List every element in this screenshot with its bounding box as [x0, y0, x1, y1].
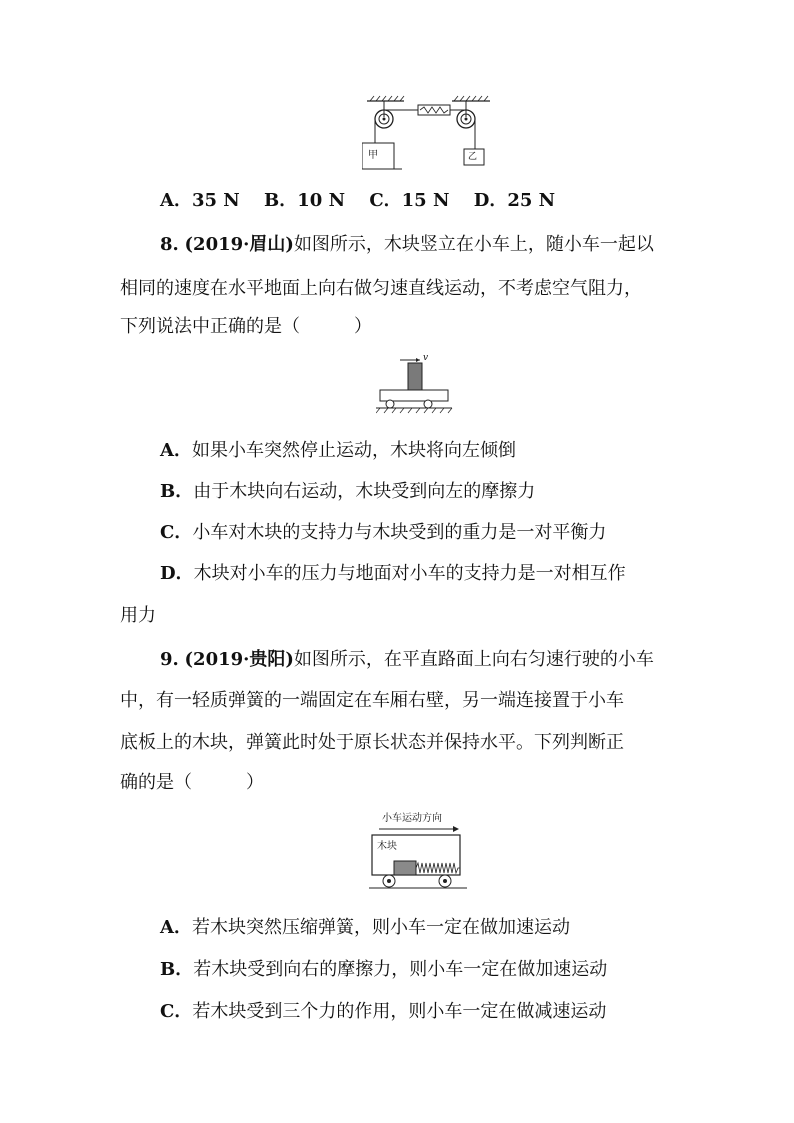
q7-options — [160, 189, 573, 213]
q9-option-b[interactable]: B．若木块受到向右的摩擦力，则小车一定在做加速运动 — [160, 959, 608, 980]
q8-option-d[interactable]: D．木块对小车的压力与地面对小车的支持力是一对相互作 — [160, 563, 626, 584]
mass-yi-label: 乙 — [468, 152, 478, 162]
q9-stem-line-2: 中，有一轻质弹簧的一端固定在车厢右壁，另一端连接置于小车 — [120, 690, 624, 711]
q8-source: (2019·眉山) — [184, 234, 294, 255]
q8-option-c[interactable]: C．小车对木块的支持力与木块受到的重力是一对平衡力 — [160, 522, 607, 543]
pulley-spring-figure — [362, 95, 502, 175]
cart-block-figure — [376, 352, 456, 416]
q9-option-a[interactable]: A．若木块突然压缩弹簧，则小车一定在做加速运动 — [160, 917, 570, 938]
q8-option-d-cont: 用力 — [120, 605, 156, 626]
q7-option-a[interactable]: A．35 N — [160, 190, 240, 211]
q7-option-b[interactable]: B．10 N — [264, 190, 346, 211]
q7-option-c[interactable]: C．15 N — [369, 190, 450, 211]
q8-number: 8. — [160, 234, 179, 255]
q8-stem-line-2: 相同的速度在水平地面上向右做匀速直线运动，不考虑空气阻力， — [120, 278, 642, 299]
q8-option-a[interactable]: A．如果小车突然停止运动，木块将向左倾倒 — [160, 440, 516, 461]
mass-jia-label: 甲 — [368, 150, 378, 161]
q7-option-d[interactable]: D．25 N — [473, 190, 556, 211]
block-label: 木块 — [377, 841, 397, 852]
direction-label: 小车运动方向 — [382, 813, 442, 824]
q8-stem-line-3: 下列说法中正确的是（ ） — [120, 316, 372, 337]
q8-option-b[interactable]: B．由于木块向右运动，木块受到向左的摩擦力 — [160, 481, 536, 502]
q9-stem-line-1: 9. (2019·贵阳)如图所示，在平直路面上向右匀速行驶的小车 — [160, 649, 654, 670]
q9-source: (2019·贵阳) — [184, 649, 294, 670]
q8-stem-line-1: 8. (2019·眉山)如图所示，木块竖立在小车上，随小车一起以 — [160, 234, 654, 255]
cart-spring-figure — [369, 813, 469, 893]
q9-stem-line-3: 底板上的木块，弹簧此时处于原长状态并保持水平。下列判断正 — [120, 732, 624, 753]
q9-stem-line-4: 确的是（ ） — [120, 772, 264, 793]
q9-number: 9. — [160, 649, 179, 670]
q9-option-c[interactable]: C．若木块受到三个力的作用，则小车一定在做减速运动 — [160, 1001, 607, 1022]
velocity-label: v — [423, 353, 429, 363]
